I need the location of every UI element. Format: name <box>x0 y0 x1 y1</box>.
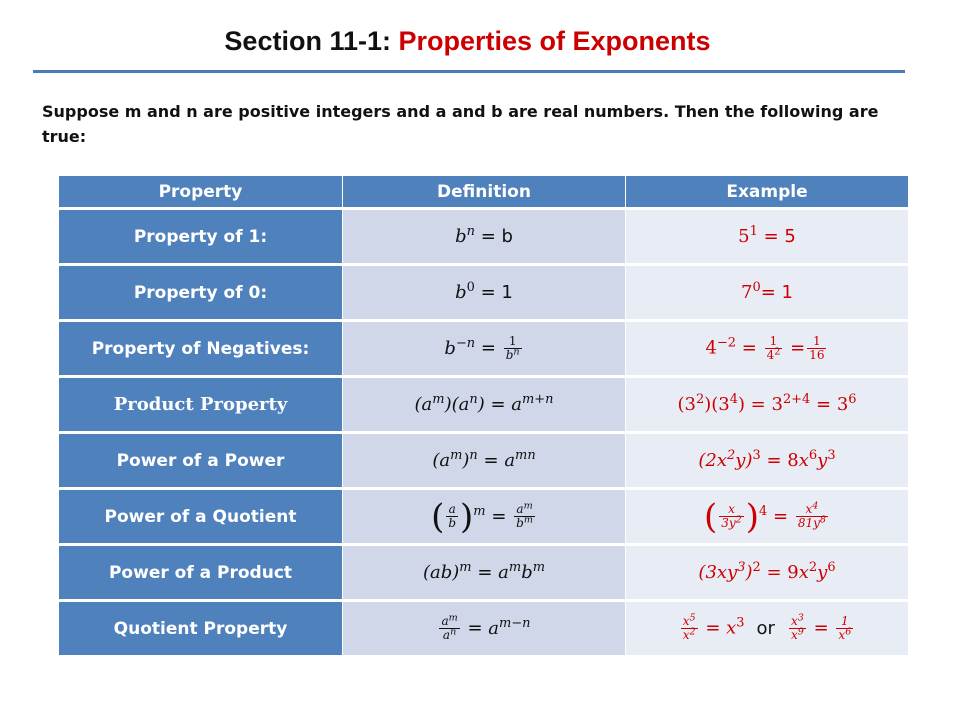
example-formula: $\frac{x^5}{x^2}$ = $x^3$ or $\frac{x^3}{x^9}$ = $\frac{1}{x^6}$ <box>626 601 909 656</box>
property-name: Property of 0: <box>59 265 343 321</box>
or-label: or <box>756 617 775 639</box>
definition-formula: $(a^m)^n = a^{mn}$ <box>343 433 626 489</box>
intro-text: Suppose m and n are positive integers and a and b are real numbers. Then the following are true: <box>42 102 879 146</box>
property-name: Property of Negatives: <box>59 321 343 377</box>
header-property: Property <box>59 176 343 209</box>
table-row <box>59 265 909 321</box>
title-divider <box>33 70 905 73</box>
table-row <box>59 489 909 545</box>
definition-formula: $b^0 = 1$ <box>343 265 626 321</box>
title-highlight: Properties of Exponents <box>398 26 711 56</box>
title-prefix: Section 11-1: <box>224 26 399 56</box>
property-name: Power of a Power <box>59 433 343 489</box>
example-formula: $4^{-2}$ = $\frac{1}{4^2}$ = $\frac{1}{16}$ <box>626 321 909 377</box>
definition-formula: $b^{-n}$ = $\frac{1}{b^n}$ <box>343 321 626 377</box>
example-formula: $7^0= 1$ <box>626 265 909 321</box>
header-example: Example <box>626 176 909 209</box>
property-name: Property of 1: <box>59 209 343 265</box>
definition-formula: $(ab)^m = a^mb^m$ <box>343 545 626 601</box>
table-row <box>59 377 909 433</box>
table-row <box>59 545 909 601</box>
property-name: Product Property <box>59 377 343 433</box>
definition-formula: $(a^m)(a^n) = a^{m+n}$ <box>343 377 626 433</box>
example-formula: $(3xy^3)^2 = 9x^2y^6$ <box>626 545 909 601</box>
example-formula: ( $\frac{x}{3y^2}$ )$^4$ = $\frac{x^4}{81y^8}$ <box>626 489 909 545</box>
example-formula: $5^1 = 5$ <box>626 209 909 265</box>
page-title <box>0 26 935 57</box>
property-name: Quotient Property <box>59 601 343 656</box>
property-name: Power of a Product <box>59 545 343 601</box>
properties-table <box>58 175 909 656</box>
table-row <box>59 433 909 489</box>
header-row <box>59 176 909 209</box>
definition-formula: ( $\frac{a}{b}$ )$^m$ = $\frac{a^m}{b^m}$ <box>343 489 626 545</box>
definition-formula: $b^n = b$ <box>343 209 626 265</box>
table-row <box>59 601 909 656</box>
header-definition: Definition <box>343 176 626 209</box>
property-name: Power of a Quotient <box>59 489 343 545</box>
example-formula: $(3^2)(3^4) = 3^{2+4} = 3^6$ <box>626 377 909 433</box>
example-formula: $(2x^2y)^3 = 8x^6y^3$ <box>626 433 909 489</box>
definition-formula: $\frac{a^m}{a^n}$ = $a^{m-n}$ <box>343 601 626 656</box>
table-row <box>59 321 909 377</box>
table-row <box>59 209 909 265</box>
